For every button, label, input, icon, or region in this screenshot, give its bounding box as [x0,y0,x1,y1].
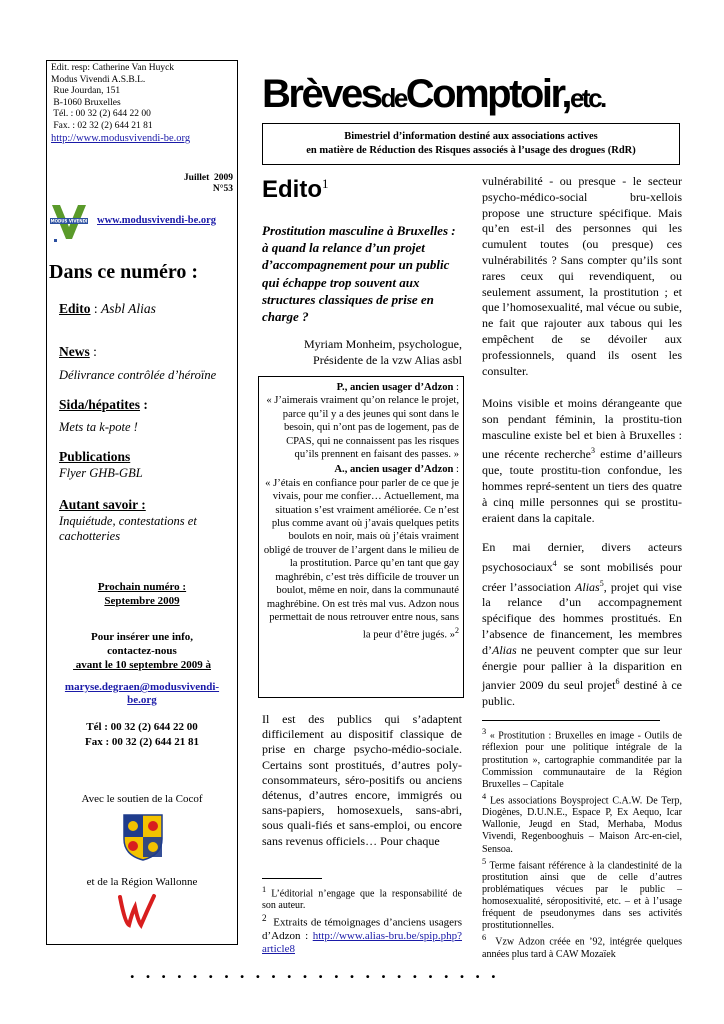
toc-item-autant-savoir[interactable] [59,497,146,513]
toc-item-news[interactable] [59,344,97,360]
paragraph-text: , projet qui vise la relance d’un accompagnement spécifique des hommes prostitués. En l’absence de financement, les membres d’ [482,579,683,657]
masthead-word: de [380,83,406,113]
publisher-line: Tél. : 00 32 (2) 644 22 00 [51,109,151,120]
publisher-line: Rue Jourdan, 151 [51,86,121,97]
contact-tel: Tél : 00 32 (2) 644 22 00 [86,721,198,733]
support-cocof: Avec le soutien de la Cocof [81,793,203,805]
author-line: Myriam Monheim, psychologue, [304,337,462,351]
right-footnotes [482,726,685,961]
footnote-ref[interactable]: 5 [599,578,604,588]
testimony-author: A., ancien usager d’Adzon : [334,464,459,476]
toc-heading[interactable]: Edito [59,301,91,316]
author-line: Présidente de la vzw Alias asbl [313,353,462,367]
paragraph-text: se sont mobilisés pour créer l’association [482,559,682,594]
footnote [262,912,465,956]
subtitle-box [262,123,680,165]
toc-heading[interactable]: Publications [59,449,131,464]
footnote-text: Les associations Boysproject C.A.W. De Terp, Diogènes, D.U.N.E., Espace P, Ex Aequo, Icar Wallonie, Jeugd en Stad, Merhaba, Modus Vivendi, Regenbooghuis – Maison Arc-en-ciel, Sensoa. [482,795,682,855]
toc-detail: Asbl Alias [101,301,156,316]
subtitle-line: en matière de Réduction des Risques associés à l’usage des drogues (RdR) [306,145,636,156]
footnote-ref[interactable]: 1 [322,176,329,191]
footnote-ref[interactable]: 6 [615,677,620,687]
paragraph-text: En mai dernier, divers acteurs psychosociaux [482,540,682,574]
toc-detail: Flyer GHB-GBL [59,466,143,480]
paragraph-text: estime d’ailleurs que, toute prostitu-tion confondue, les hommes repré-sentent un tiers des quatre à cinq mille personnes qui se prostitu-eraient dans la capitale. [482,447,682,525]
footnote-num: 6 [482,933,487,943]
toc-separator: : [90,301,102,316]
paragraph-text: destiné à ce public. [482,678,683,709]
edito-footnotes [262,884,465,956]
toc-detail: Délivrance contrôlée d’héroïne [59,368,217,382]
footnote-text: Vzw Adzon créée en ’92, intégrée quelques années plus tard à CAW Mozaïek [482,936,685,960]
footnote-text: Terme faisant référence à la clandestinité de la prostitution ainsi que de celle d’autres problématiques vécues par le public – homosexualité, séropositivité, etc. – et à l’usage fréquent de pseudonymes dans ses activités prostitutionnelles. [482,859,682,932]
footnote-divider [262,878,322,879]
paragraph: vulnérabilité - ou presque - le secteur psycho-médico-social bru-xellois propose une structure spécifique. Mais qu’en est-il des personnes qui les cumulent toutes (ou presque) ces vulnérabilités ? Sans compter qu’ils sont rares ceux qui revendiquent, ou seulement assument, la prostitution ; et que l’homosexualité, mal vécue ou subie, ne fait que rajouter aux tabous qui les empêchent de se dévoiler aux professionnels, quand ils osent les consulter. [482,174,682,378]
toc-separator: : [89,344,97,359]
paragraph-text: Moins visible et moins dérangeante que son pendant féminin, la prostitu-tion masculine existe bel et bien à Bruxelles : une récente recherche [482,396,682,462]
testimony-text-body: « J’étais en confiance pour parler de ce que je vivais, pour me confier… Actuellement, ma situation s’est vraiment améliorée. Ce n’est plus comme avant où j’avais quelques petits boulots en noir, mais où j’étais vraiment obligé de trouver de l’argent dans le milieu de la prostitution. Parce qu’en tant que gay maghrébin, c’est très difficile de trouver un boulot, même en noir, dans la communauté maghrébine. On est très mal vus. Adzon nous permettait de nous retrouver entre nous, sans la peur d’être jugés. » [263,477,459,641]
toc-heading[interactable]: Autant savoir : [59,497,146,512]
insert-info-line: contactez-nous [107,645,177,657]
paragraph [482,540,682,710]
edito-headline: Prostitution masculine à Bruxelles : à quand la relance d’un projet d’accompagnement pour un public qui échappe trop souvent aux structures classiques de prise en charge ? [262,223,456,325]
footnote [482,856,682,933]
contact-email-link[interactable]: be.org [127,694,157,706]
edito-body: Il est des publics qui s’adaptent difficilement au dispositif classique de prise en charge psycho-médio-sociale. Certains sont prostitués, d’autres poly-consommateurs, séro-positifs ou anciens détenus, d’autres encore, immigrés ou sans-papiers, homosexuels, sans-abri, sous quali-fiés et sans-emploi, ou encore sans revenus officiels… Pour chaque [262,712,462,848]
publisher-line: B-1060 Bruxelles [51,97,121,108]
edito-author [262,336,462,368]
issue-info [184,173,233,195]
issue-date: Juillet 2009 [183,173,233,183]
footnote-text: « Prostitution : Bruxelles en image - Outils de réflexion pour une politique intégrale de la prostitution », cartographie commanditée par la Commission communautaire de la Région Bruxelles – Capitale [482,730,682,790]
dotted-separator: ........................ [130,962,507,982]
toc-heading[interactable]: News [59,344,90,359]
sidebar [46,60,238,945]
site-link[interactable]: www.modusvivendi-be.org [97,215,217,226]
deadline: avant le 10 septembre 2009 à [73,659,211,671]
alias-article-link[interactable]: http://www.alias-bru.be/spip.php?article8 [262,929,462,955]
footnote-ref[interactable]: 2 [455,626,459,636]
masthead-word: Brèves [262,72,381,116]
publisher-line: Modus Vivendi A.S.B.L. [51,74,146,85]
footnote-num: 5 [482,856,487,866]
toc-title: Dans ce numéro : [49,261,199,283]
footnote-ref[interactable]: 4 [552,558,557,568]
paragraph-text: Alias [492,642,517,657]
support-wallonie: et de la Région Wallonne [86,876,198,888]
publisher-url-link[interactable]: http://www.modusvivendi-be.org [51,132,191,144]
cocof-logo [122,813,164,861]
contact-email-link[interactable]: maryse.degraen@modusvivendi- [64,681,220,693]
footnote-divider [482,720,660,721]
logo-row [50,201,238,245]
contact-email[interactable] [47,681,237,707]
edito-title-text: Edito [262,176,322,203]
contact-fax: Fax : 00 32 (2) 644 21 81 [85,736,199,748]
publisher-info [51,63,237,145]
testimony-text [263,477,459,642]
insert-info-line: Pour insérer une info, [90,631,194,643]
paragraph-text: Alias [575,579,600,594]
logo-text: MODUS VIVENDI [50,218,88,224]
edito-title [262,176,329,204]
testimony-author-name: A., ancien usager d’Adzon [334,464,454,476]
masthead-word: Comptoir, [405,72,570,116]
testimony-author: P., ancien usager d’Adzon : [336,382,459,393]
issue-number: N°53 [212,184,233,194]
masthead [262,72,605,117]
footnote [482,932,685,961]
footnote-num: 3 [482,727,487,736]
toc-separator: : [140,397,148,412]
footnote-ref[interactable]: 3 [590,446,595,456]
footnote-text: Extraits de témoignages d’anciens usagers d’Adzon : [262,916,465,942]
subtitle-line: Bimestriel d’information destiné aux associations actives [344,131,598,142]
paragraph [482,396,682,526]
toc-item-edito[interactable] [59,301,156,317]
paragraph-text: ne peuvent compter que sur leur énergie pour pallier à la disparition en janvier 2009 du seul projet [482,642,682,693]
wallonie-logo [117,893,157,929]
footnote [482,791,682,856]
footnote-num: 2 [262,913,267,924]
toc-heading[interactable]: Sida/hépatites [59,397,141,412]
testimony-box [258,376,464,698]
footnote-num: 1 [262,885,267,894]
toc-item-sida[interactable] [59,397,148,413]
footnote [482,726,682,791]
publisher-line: Fax. : 02 32 (2) 644 21 81 [51,120,153,131]
footnote-text: L’éditorial n’engage que la responsabilité de son auteur. [262,888,462,912]
publisher-line: Edit. resp: Catherine Van Huyck [51,63,175,73]
testimony-text: « J’aimerais vraiment qu’on relance le projet, parce qu’il y a des jeunes qui sont dans le besoin, qui n’ont pas de logement, pas de CPAS, qui ne connaissent pas les risques qu’ils prennent en faisant des passes. » [266,395,459,461]
testimony-author-name: P., ancien usager d’Adzon [336,382,454,393]
modus-vivendi-logo [50,201,88,243]
toc-item-publications[interactable] [59,449,130,465]
footnote-num: 4 [482,791,487,801]
next-issue-date: Septembre 2009 [104,595,180,607]
masthead-word: etc. [569,83,605,113]
footnote [262,884,462,912]
toc-detail: Mets ta k-pote ! [59,420,138,434]
toc-detail: Inquiétude, contestations et cachotteries [59,514,197,543]
next-issue-label: Prochain numéro : [97,581,187,593]
